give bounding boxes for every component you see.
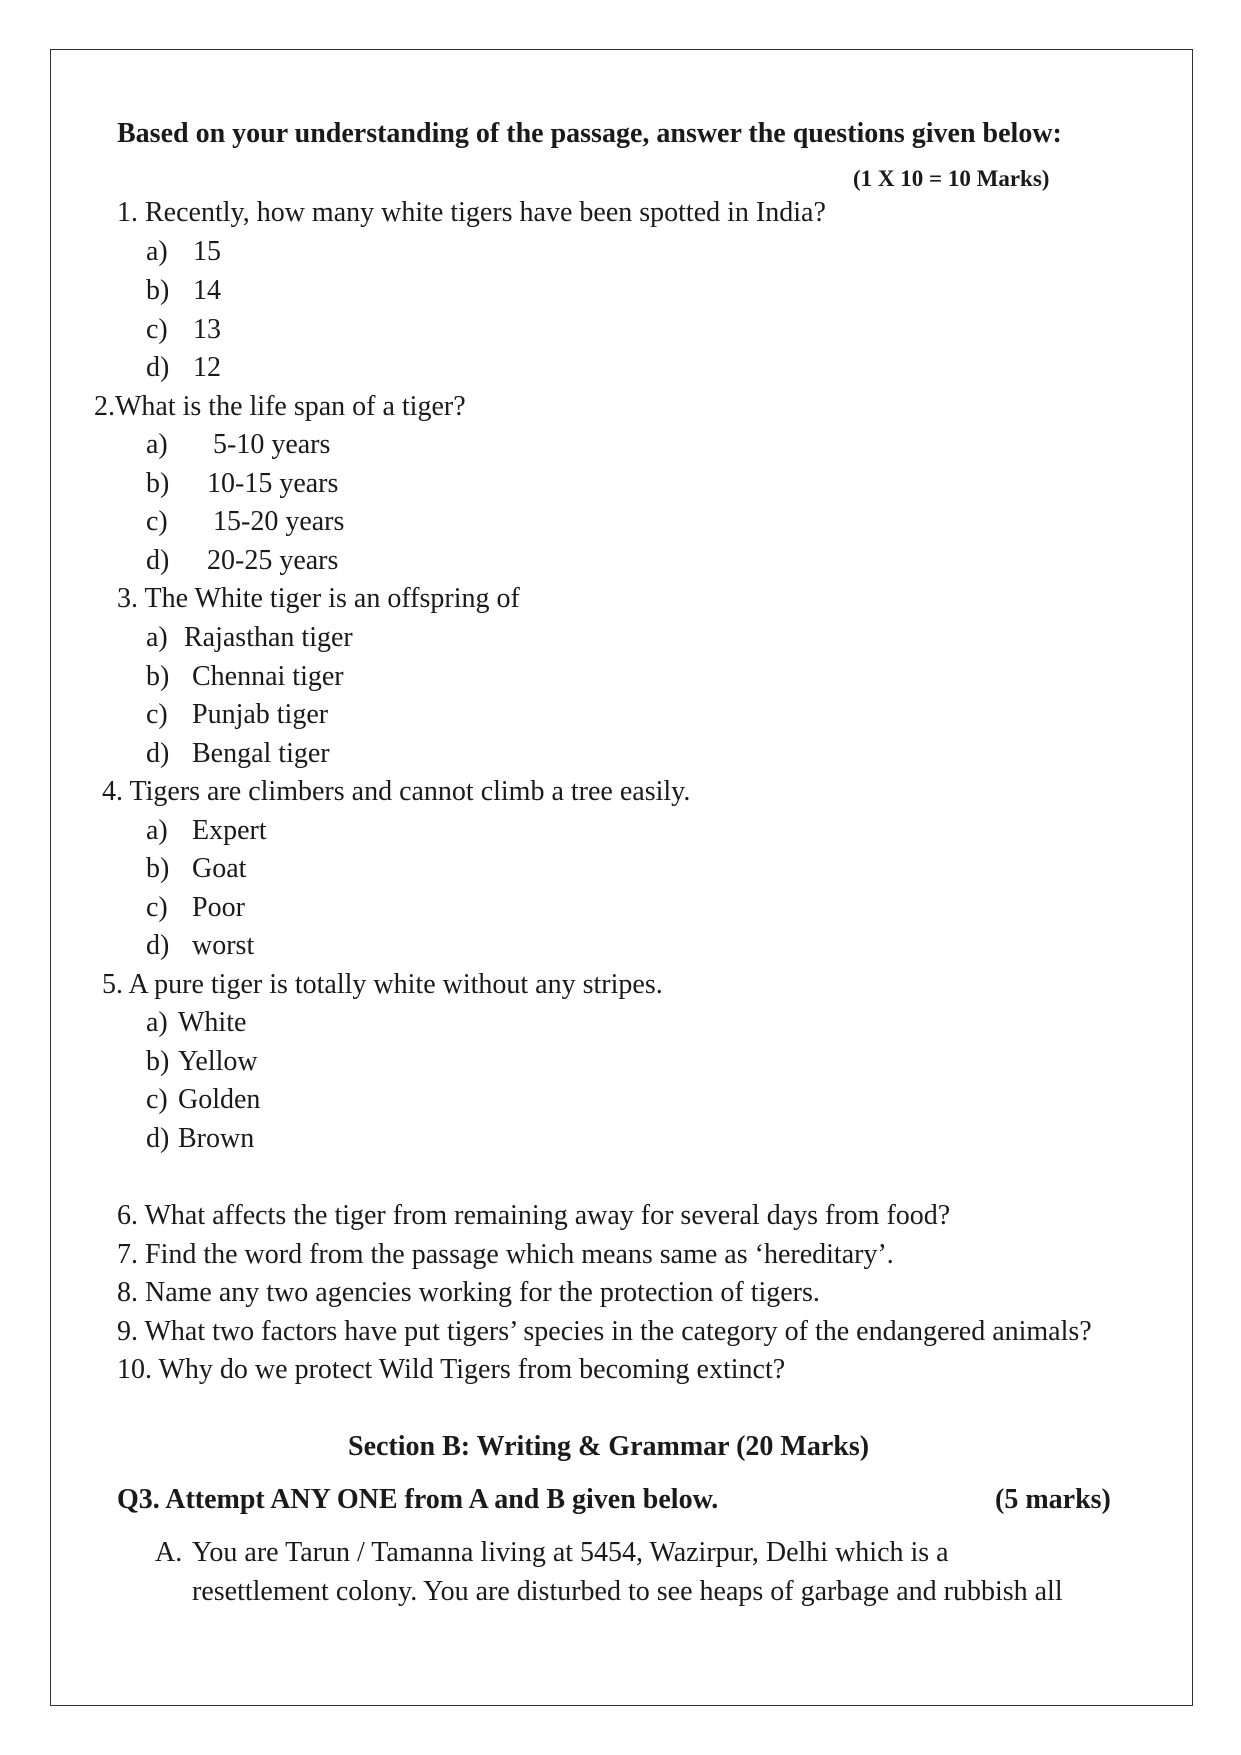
- question-2: 2.What is the life span of a tiger?: [94, 391, 466, 422]
- option-text: worst: [192, 930, 255, 961]
- option-text: Chennai tiger: [192, 661, 344, 692]
- question-10: 10. Why do we protect Wild Tigers from becoming extinct?: [117, 1354, 786, 1385]
- q3-heading: Q3. Attempt ANY ONE from A and B given below.: [117, 1484, 719, 1515]
- option-label: b): [146, 275, 170, 306]
- section-b-title: Section B: Writing & Grammar (20 Marks): [348, 1431, 870, 1462]
- option-text: Yellow: [178, 1046, 258, 1077]
- option-text: Goat: [192, 853, 247, 884]
- option-label: a): [146, 815, 168, 846]
- question-4: 4. Tigers are climbers and cannot climb a tree easily.: [102, 776, 691, 807]
- option-label: b): [146, 468, 170, 499]
- option-text: White: [178, 1007, 247, 1038]
- option-text: Punjab tiger: [192, 699, 329, 730]
- option-label: b): [146, 853, 170, 884]
- option-label: c): [146, 506, 168, 537]
- option-a-line: You are Tarun / Tamanna living at 5454, Wazirpur, Delhi which is a: [192, 1537, 949, 1568]
- option-text: 20-25 years: [207, 545, 339, 576]
- option-label: c): [146, 892, 168, 923]
- marks-note: (1 X 10 = 10 Marks): [853, 166, 1050, 191]
- option-text: 5-10 years: [213, 429, 331, 460]
- option-text: 15-20 years: [213, 506, 345, 537]
- option-a-label: A.: [155, 1537, 183, 1568]
- option-a-line: resettlement colony. You are disturbed to see heaps of garbage and rubbish all: [192, 1576, 1063, 1607]
- question-3: 3. The White tiger is an offspring of: [117, 583, 520, 614]
- option-text: 14: [193, 275, 221, 306]
- option-text: Expert: [192, 815, 267, 846]
- question-9: 9. What two factors have put tigers’ species in the category of the endangered animals?: [117, 1316, 1092, 1347]
- question-1: 1. Recently, how many white tigers have been spotted in India?: [117, 197, 826, 228]
- option-label: d): [146, 738, 170, 769]
- question-6: 6. What affects the tiger from remaining away for several days from food?: [117, 1200, 951, 1231]
- question-7: 7. Find the word from the passage which means same as ‘hereditary’.: [117, 1239, 894, 1270]
- option-label: d): [146, 930, 170, 961]
- option-text: 15: [193, 236, 221, 267]
- option-label: a): [146, 236, 168, 267]
- option-text: Brown: [178, 1123, 255, 1154]
- option-label: d): [146, 1123, 170, 1154]
- question-8: 8. Name any two agencies working for the protection of tigers.: [117, 1277, 820, 1308]
- option-label: a): [146, 429, 168, 460]
- option-label: b): [146, 1046, 170, 1077]
- option-label: a): [146, 1007, 168, 1038]
- option-text: Rajasthan tiger: [184, 622, 353, 653]
- option-text: 12: [193, 352, 221, 383]
- option-label: b): [146, 661, 170, 692]
- option-label: d): [146, 545, 170, 576]
- instruction-heading: Based on your understanding of the passage, answer the questions given below:: [117, 118, 1062, 149]
- option-text: 10-15 years: [207, 468, 339, 499]
- q3-marks: (5 marks): [995, 1484, 1111, 1515]
- option-label: d): [146, 352, 170, 383]
- option-text: Poor: [192, 892, 245, 923]
- option-text: Bengal tiger: [192, 738, 330, 769]
- option-text: 13: [193, 314, 221, 345]
- option-label: c): [146, 314, 168, 345]
- option-label: c): [146, 699, 168, 730]
- option-label: a): [146, 622, 168, 653]
- option-text: Golden: [178, 1084, 261, 1115]
- option-label: c): [146, 1084, 168, 1115]
- question-5: 5. A pure tiger is totally white without any stripes.: [102, 969, 663, 1000]
